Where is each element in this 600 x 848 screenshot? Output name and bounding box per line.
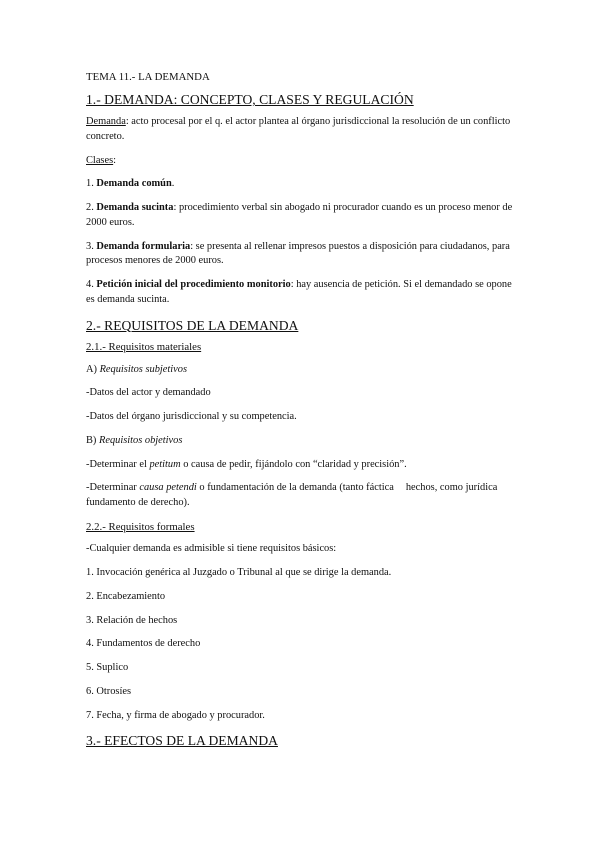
b2-italic-term: causa petendi — [139, 482, 197, 494]
section-2-heading: 2.- REQUISITOS DE LA DEMANDA — [86, 317, 299, 333]
list-item: -Datos del órgano jurisdiccional y su competencia. — [86, 411, 297, 423]
clases-label-paragraph — [86, 154, 516, 169]
list-item: 7. Fecha, y firma de abogado y procurador. — [86, 709, 265, 721]
list-item: 5. Suplico — [86, 662, 129, 674]
list-item: 4. Fundamentos de derecho — [86, 638, 201, 650]
list-item: 6. Otrosíes — [86, 685, 132, 697]
clase-3-number: 3. — [86, 240, 97, 252]
clase-item-1 — [86, 177, 516, 192]
clase-2-text: : procedimiento verbal sin abogado ni procurador cuando es un proceso menor de 2000 euros. — [86, 202, 513, 228]
b-prefix: B) — [86, 434, 99, 446]
demanda-definition-text: : acto procesal por el q. el actor plantea al órgano jurisdiccional la resolución de un conflicto concreto. — [86, 116, 511, 142]
a-prefix: A) — [86, 363, 100, 375]
list-item: 2. Encabezamiento — [86, 590, 166, 602]
b1-text: -Determinar el — [86, 458, 150, 470]
requisitos-objetivos-heading — [86, 434, 516, 449]
document-title: TEMA 11.- LA DEMANDA — [86, 71, 210, 83]
clase-2-number: 2. — [86, 202, 97, 214]
section-1-heading: 1.- DEMANDA: CONCEPTO, CLASES Y REGULACIÓN — [86, 92, 414, 108]
b2-text-3: fundamento de derecho). — [86, 497, 190, 509]
formales-intro: -Cualquier demanda es admisible si tiene requisitos básicos: — [86, 543, 337, 555]
requisitos-subjetivos-heading — [86, 363, 516, 378]
section-3-heading: 3.- EFECTOS DE LA DEMANDA — [86, 733, 278, 749]
b2-text-1: o fundamentación de la demanda (tanto fáctica — [196, 482, 394, 494]
clases-colon: : — [113, 154, 117, 166]
demanda-definition — [86, 115, 516, 145]
b1-text-end: o causa de pedir, fijándolo con “claridad y precisión”. — [180, 458, 407, 470]
subsection-2-1-heading: 2.1.- Requisitos materiales — [86, 341, 202, 354]
list-item: 3. Relación de hechos — [86, 614, 178, 626]
b-title: Requisitos objetivos — [99, 434, 183, 446]
clase-4-text: : hay ausencia de petición. Si el demandado se opone es demanda sucinta. — [86, 279, 512, 305]
clase-3-name: Demanda formularia — [96, 240, 191, 252]
subsection-2-2-heading: 2.2.- Requisitos formales — [86, 521, 195, 534]
list-item: 1. Invocación genérica al Juzgado o Tribunal al que se dirige la demanda. — [86, 567, 392, 579]
clase-1-text: . — [171, 178, 175, 190]
clase-1-number: 1. — [86, 178, 97, 190]
b2-text-2: hechos, como jurídica — [405, 482, 498, 494]
clase-3-text: : se presenta al rellenar impresos puestos a disposición para ciudadanos, para procesos menores de 2000 euros. — [86, 240, 510, 267]
list-item: -Datos del actor y demandado — [86, 387, 211, 399]
demanda-label: Demanda — [86, 116, 126, 127]
clases-label: Clases — [86, 154, 114, 166]
clase-4-name: Petición inicial del procedimiento monitorio — [96, 279, 291, 291]
clase-item-2 — [86, 201, 516, 231]
a-title: Requisitos subjetivos — [99, 363, 188, 375]
b1-italic-term: petitum — [149, 458, 181, 470]
document-page — [86, 70, 516, 756]
clase-4-number: 4. — [86, 279, 97, 291]
clase-2-name: Demanda sucinta — [96, 202, 174, 214]
clase-item-4 — [86, 278, 516, 308]
clase-item-3 — [86, 240, 516, 270]
list-item — [86, 481, 516, 511]
clase-1-name: Demanda común — [96, 178, 172, 190]
list-item — [86, 458, 516, 473]
b2-text: -Determinar — [86, 482, 140, 494]
